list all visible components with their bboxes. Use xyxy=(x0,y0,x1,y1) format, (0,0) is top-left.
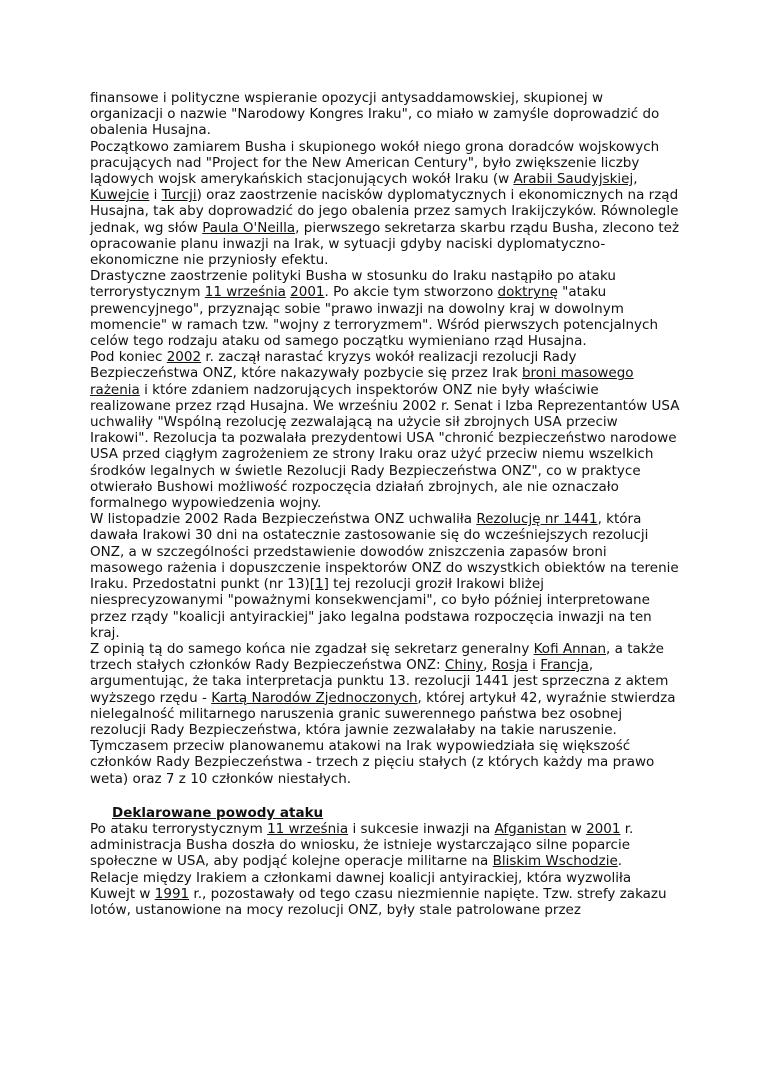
inline-link[interactable]: Afganistan xyxy=(494,820,567,837)
paragraph xyxy=(90,90,680,139)
inline-link[interactable]: doktrynę xyxy=(497,284,558,301)
inline-link[interactable]: 1991 xyxy=(154,885,190,902)
inline-link[interactable]: Kuwejcie xyxy=(90,187,150,204)
text-run: i które zdaniem nadzorujących inspektorów ONZ nie były właściwie realizowane przez rząd Husajna. We wrześniu 2002 r. Senat i Izba Reprezentantów USA uchwaliły "Wspólną rezolucję zezwalającą na użycie sił zbrojnych USA przeciw Irakowi". Rezolucja ta pozwalała prezydentowi USA "chronić bezpieczeństwo narodowe USA przed ciągłym zagrożeniem ze strony Iraku oraz użyć przeciw niemu wszelkich środków legalnych w świetle Rezolucji Rady Bezpieczeństwa ONZ", co w praktyce otwierało Bushowi możliwość rozpoczęcia działań zbrojnych, ale nie oznaczało formalnego wypowiedzenia wojny. xyxy=(90,381,680,512)
text-run: finansowe i polityczne wspieranie opozycji antysaddamowskiej, skupionej w organizacji o nazwie "Narodowy Kongres Iraku", co miało w zamyśle doprowadzić do obalenia Husajna. xyxy=(90,90,660,139)
paragraph xyxy=(90,641,680,787)
text-run: i sukcesie inwazji na xyxy=(348,820,495,837)
text-run: Początkowo zamiarem Busha i skupionego wokół niego grona doradców wojskowych pracujących nad "Project for the New American Century", było zwiększenie liczby lądowych wojsk amerykańskich stacjonujących wokół Iraku (w xyxy=(90,138,660,188)
text-run: . xyxy=(617,853,623,870)
paragraph xyxy=(90,821,680,870)
text-run: "ataku prewencyjnego", przyznając sobie "prawo inwazji na dowolny kraj w dowolnym momencie" w ramach tzw. "wojny z terroryzmem". Wśród pierwszych potencjalnych celów tego rodzaju ataku od samego początku wymieniano rząd Husajna. xyxy=(90,284,658,350)
inline-link[interactable]: Paula O'Neilla xyxy=(202,219,296,236)
text-run: w xyxy=(566,820,587,837)
text-run: i xyxy=(149,187,162,204)
inline-link[interactable]: Arabii Saudyjskiej xyxy=(513,171,634,188)
inline-link[interactable]: Bliskim Wschodzie xyxy=(492,853,618,870)
text-run: r., pozostawały od tego czasu niezmiennie napięte. Tzw. strefy zakazu lotów, ustanowione na mocy rezolucji ONZ, były stale patrolowane przez xyxy=(90,885,667,918)
text-run: tej rezolucji groził Irakowi bliżej niesprecyzowanymi "poważnymi konsekwencjami", co było później interpretowane przez rządy "koalicji antyirackiej" jako legalna podstawa rozpoczęcia inwazji na ten kraj. xyxy=(90,576,652,641)
text-run: Relacje między Irakiem a członkami dawnej koalicji antyirackiej, która wyzwoliła Kuwejt w xyxy=(90,869,632,902)
text-run: Po ataku terrorystycznym xyxy=(90,820,268,837)
text-run: Drastyczne zaostrzenie polityki Busha w stosunku do Iraku nastąpiło po ataku terrorystycznym xyxy=(90,268,616,301)
text-run: , która dawała Irakowi 30 dni na ostatecznie zastosowanie się do wcześniejszych rezolucji ONZ, a w szczególności przedstawienie dowodów zniszczenia zapasów broni masowego rażenia i dopuszczenie inspektorów ONZ do wszystkich obiektów na terenie Iraku. Przedostatni punkt (nr 13) xyxy=(90,511,679,593)
text-run: ) oraz zaostrzenie nacisków dyplomatycznych i ekonomicznych na rząd Husajna, tak aby doprowadzić do jego obalenia przez samych Irakijczyków. Równolegle jednak, wg słów xyxy=(90,187,679,236)
paragraph xyxy=(90,870,680,919)
inline-link[interactable]: Francja xyxy=(540,657,589,674)
inline-link[interactable]: [1] xyxy=(309,576,329,593)
inline-link[interactable]: 2001 xyxy=(290,284,325,301)
section-heading: Deklarowane powody ataku xyxy=(112,804,324,821)
inline-link[interactable]: Turcji xyxy=(161,187,197,204)
inline-link[interactable]: Rezolucję nr 1441 xyxy=(476,511,598,528)
inline-link[interactable]: broni masowego rażenia xyxy=(90,365,634,398)
text-run: Z opinią tą do samego końca nie zgadzał się sekretarz generalny xyxy=(90,640,534,657)
text-run: , której artykuł 42, wyraźnie stwierdza nielegalność militarnego naruszenia granic suwerennego państwa bez osobnej rezolucji Rady Bezpieczeństwa, która jawnie zezwalałaby na takie naruszenie. Tymczasem przeciw planowanemu atakowi na Irak wypowiedziała się większość członków Rady Bezpieczeństwa - trzech z pięciu stałych (z których każdy ma prawo weta) oraz 7 z 10 członków niestałych. xyxy=(90,689,676,787)
text-run: . Po akcie tym stworzono xyxy=(324,284,498,301)
inline-link[interactable]: 11 września xyxy=(267,820,349,837)
text-run: , xyxy=(483,657,492,674)
inline-link[interactable]: Kartą Narodów Zjednoczonych xyxy=(211,689,418,706)
paragraph xyxy=(90,268,680,349)
text-run: r. zaczął narastać kryzys wokół realizacji rezolucji Rady Bezpieczeństwa ONZ, które nakazywały pozbycie się przez Irak xyxy=(90,349,577,382)
text-run: , argumentując, że taka interpretacja punktu 13. rezolucji 1441 jest sprzeczna z aktem wyższego rzędu - xyxy=(90,657,669,706)
paragraph xyxy=(90,349,680,511)
text-run: W listopadzie 2002 Rada Bezpieczeństwa ONZ uchwaliła xyxy=(90,511,477,528)
text-run: Pod koniec xyxy=(90,349,167,366)
inline-link[interactable]: Chiny xyxy=(444,657,484,674)
section-body-text xyxy=(90,821,680,918)
text-run: i xyxy=(527,657,541,674)
inline-link[interactable]: Kofi Annan xyxy=(533,640,607,657)
body-text xyxy=(90,90,680,787)
paragraph xyxy=(90,511,680,641)
text-run: , xyxy=(633,171,638,188)
inline-link[interactable]: Rosja xyxy=(491,657,528,674)
inline-link[interactable]: 11 września xyxy=(204,284,286,301)
document-page xyxy=(90,90,680,918)
text-run: , a także trzech stałych członków Rady Bezpieczeństwa ONZ: xyxy=(90,640,664,674)
inline-link[interactable]: 2002 xyxy=(166,349,202,366)
text-run: r. administracja Busha doszła do wniosku, że istnieje wystarczająco silne poparcie społeczne w USA, aby podjąć kolejne operacje militarne na xyxy=(90,820,634,870)
text-run: , pierwszego sekretarza skarbu rządu Busha, zlecono też opracowanie planu inwazji na Irak, w sytuacji gdyby naciski dyplomatyczno-ekonomiczne nie przyniosły efektu. xyxy=(90,219,680,269)
inline-link[interactable]: 2001 xyxy=(586,820,621,837)
paragraph xyxy=(90,139,680,269)
